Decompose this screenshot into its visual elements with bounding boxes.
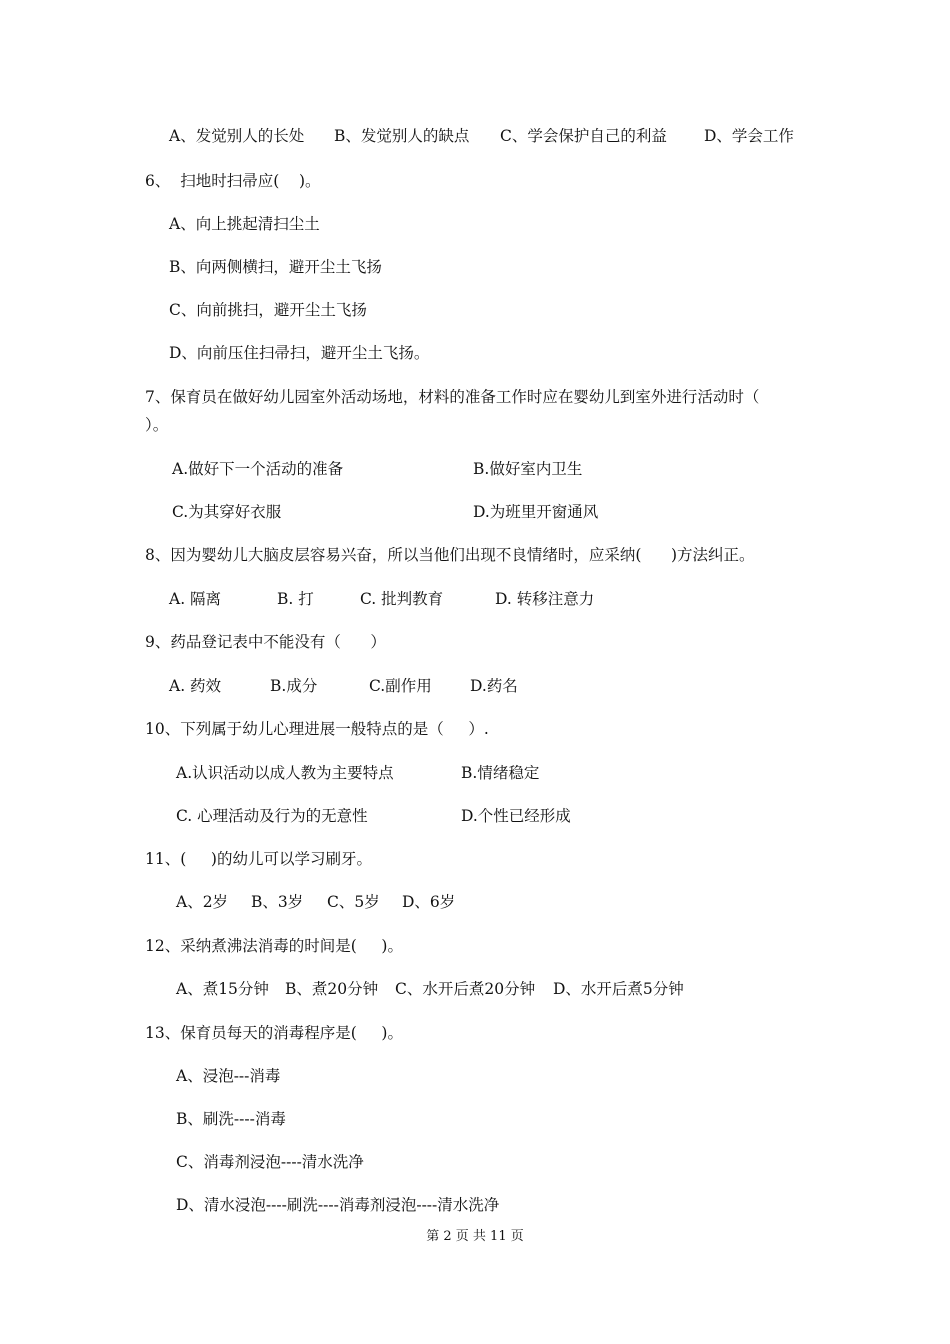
- q11-option-a: A、2岁: [176, 893, 229, 911]
- q8-option-b: B. 打: [277, 590, 314, 608]
- q10-option-c: C. 心理活动及行为的无意性: [176, 807, 368, 825]
- q10-option-b: B.情绪稳定: [461, 764, 540, 782]
- q6-option-c: C、向前挑扫，避开尘土飞扬: [169, 301, 367, 319]
- q9-option-b: B.成分: [270, 677, 318, 695]
- q7-option-c: C.为其穿好衣服: [172, 503, 282, 521]
- q11-option-d: D、6岁: [402, 893, 456, 911]
- q10-option-a: A.认识活动以成人教为主要特点: [176, 764, 394, 782]
- q8-stem: 8、因为婴幼儿大脑皮层容易兴奋，所以当他们出现不良情绪时，应采纳( )方法纠正。: [145, 546, 755, 564]
- q8-option-d: D. 转移注意力: [495, 590, 595, 608]
- q12-option-b: B、煮20分钟: [285, 980, 379, 998]
- q9-option-c: C.副作用: [369, 677, 432, 695]
- q12-option-c: C、水开后煮20分钟: [395, 980, 536, 998]
- q5-option-d: D、学会工作: [704, 127, 794, 145]
- q12-stem: 12、采纳煮沸法消毒的时间是( )。: [145, 937, 403, 955]
- q10-option-d: D.个性已经形成: [461, 807, 571, 825]
- q10-stem: 10、下列属于幼儿心理进展一般特点的是（ ）.: [145, 720, 489, 738]
- q11-stem: 11、( )的幼儿可以学习刷牙。: [145, 850, 372, 868]
- q5-option-a: A、发觉别人的长处: [169, 127, 305, 145]
- q13-option-b: B、刷洗----消毒: [176, 1110, 286, 1128]
- q7-option-a: A.做好下一个活动的准备: [172, 460, 344, 478]
- q12-option-d: D、水开后煮5分钟: [553, 980, 684, 998]
- q12-option-a: A、煮15分钟: [176, 980, 269, 998]
- q5-option-b: B、发觉别人的缺点: [334, 127, 470, 145]
- q8-option-a: A. 隔离: [169, 590, 222, 608]
- q7-stem-line1: 7、保育员在做好幼儿园室外活动场地，材料的准备工作时应在婴幼儿到室外进行活动时（: [145, 388, 760, 406]
- q13-option-a: A、浸泡---消毒: [176, 1067, 281, 1085]
- q13-option-c: C、消毒剂浸泡----清水洗净: [176, 1153, 364, 1171]
- q7-option-d: D.为班里开窗通风: [473, 503, 599, 521]
- q6-stem: 6、 扫地时扫帚应( )。: [145, 172, 321, 190]
- q13-stem: 13、保育员每天的消毒程序是( )。: [145, 1024, 403, 1042]
- q11-option-c: C、5岁: [327, 893, 380, 911]
- q9-stem: 9、药品登记表中不能没有（ ）: [145, 633, 386, 651]
- q13-option-d: D、清水浸泡----刷洗----消毒剂浸泡----清水洗净: [176, 1196, 500, 1214]
- q9-option-d: D.药名: [470, 677, 518, 695]
- q7-option-b: B.做好室内卫生: [473, 460, 583, 478]
- q6-option-b: B、向两侧横扫，避开尘土飞扬: [169, 258, 382, 276]
- q11-option-b: B、3岁: [251, 893, 304, 911]
- q6-option-a: A、向上挑起清扫尘土: [169, 215, 320, 233]
- q7-stem-line2: ）。: [145, 416, 169, 434]
- q9-option-a: A. 药效: [169, 677, 222, 695]
- q8-option-c: C. 批判教育: [360, 590, 444, 608]
- q6-option-d: D、向前压住扫帚扫，避开尘土飞扬。: [169, 344, 430, 362]
- page-number-footer: 第 2 页 共 11 页: [426, 1229, 524, 1244]
- q5-option-c: C、学会保护自己的利益: [500, 127, 667, 145]
